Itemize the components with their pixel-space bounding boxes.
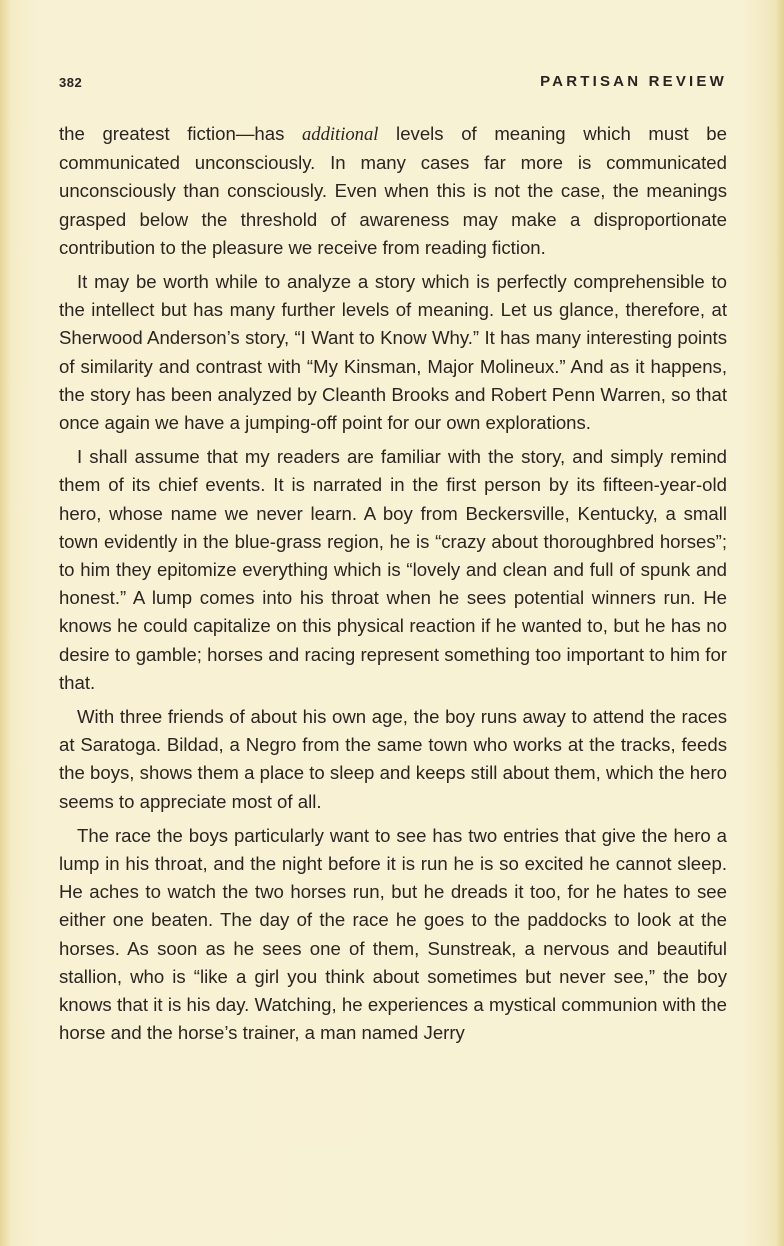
paragraph-1 [59, 120, 727, 262]
paragraph-4: With three friends of about his own age, the boy runs away to attend the races at Saratoga. Bildad, a Negro from the same town who works at the tracks, feeds the boys, shows them a place to sleep and keeps still about them, which the hero seems to appreciate most of all. [59, 706, 727, 812]
paragraph-1-rest: levels of meaning which must be communicated unconsciously. In many cases far more is communicated unconsciously than consciously. Even when this is not the case, the meanings grasped below the threshold of awareness may make a disproportionate contribution to the pleasure we receive from reading fiction. [59, 123, 727, 258]
emphasis-additional: additional [302, 124, 379, 145]
page-gutter-shadow [0, 0, 10, 1246]
paragraph-1-start: the greatest fiction—has [59, 123, 302, 144]
body-text [59, 120, 727, 1054]
running-head: PARTISAN REVIEW [540, 73, 727, 90]
page-number: 382 [59, 75, 83, 90]
page-header [59, 73, 727, 97]
paragraph-5: The race the boys particularly want to see has two entries that give the hero a lump in his throat, and the night before it is run he is so excited he cannot sleep. He aches to watch the two horses run, but he dreads it too, for he hates to see either one beaten. The day of the race he goes to the paddocks to look at the horses. As soon as he sees one of them, Sunstreak, a nervous and beautiful stallion, who is “like a girl you think about sometimes but never see,” the boy knows that it is his day. Watching, he experiences a mystical communion with the horse and the horse’s trainer, a man named Jerry [59, 824, 727, 1044]
paragraph-2: It may be worth while to analyze a story which is perfectly comprehensible to the intellect but has many further levels of meaning. Let us glance, therefore, at Sherwood Anderson’s story, “I Want to Know Why.” It has many interesting points of similarity and contrast with “My Kinsman, Major Molineux.” And as it happens, the story has been analyzed by Cleanth Brooks and Robert Penn Warren, so that once again we have a jumping-off point for our own explorations. [59, 271, 727, 434]
page-edge-shadow [776, 0, 784, 1246]
paragraph-3: I shall assume that my readers are familiar with the story, and simply remind them of its chief events. It is narrated in the first person by its fifteen-year-old hero, whose name we never learn. A boy from Beckersville, Kentucky, a small town evidently in the blue-grass region, he is “crazy about thoroughbred horses”; to him they epitomize everything which is “lovely and clean and full of spunk and honest.” A lump comes into his throat when he sees potential winners run. He knows he could capitalize on this physical reaction if he wanted to, but he has no desire to gamble; horses and racing represent something too important to him for that. [59, 446, 727, 693]
